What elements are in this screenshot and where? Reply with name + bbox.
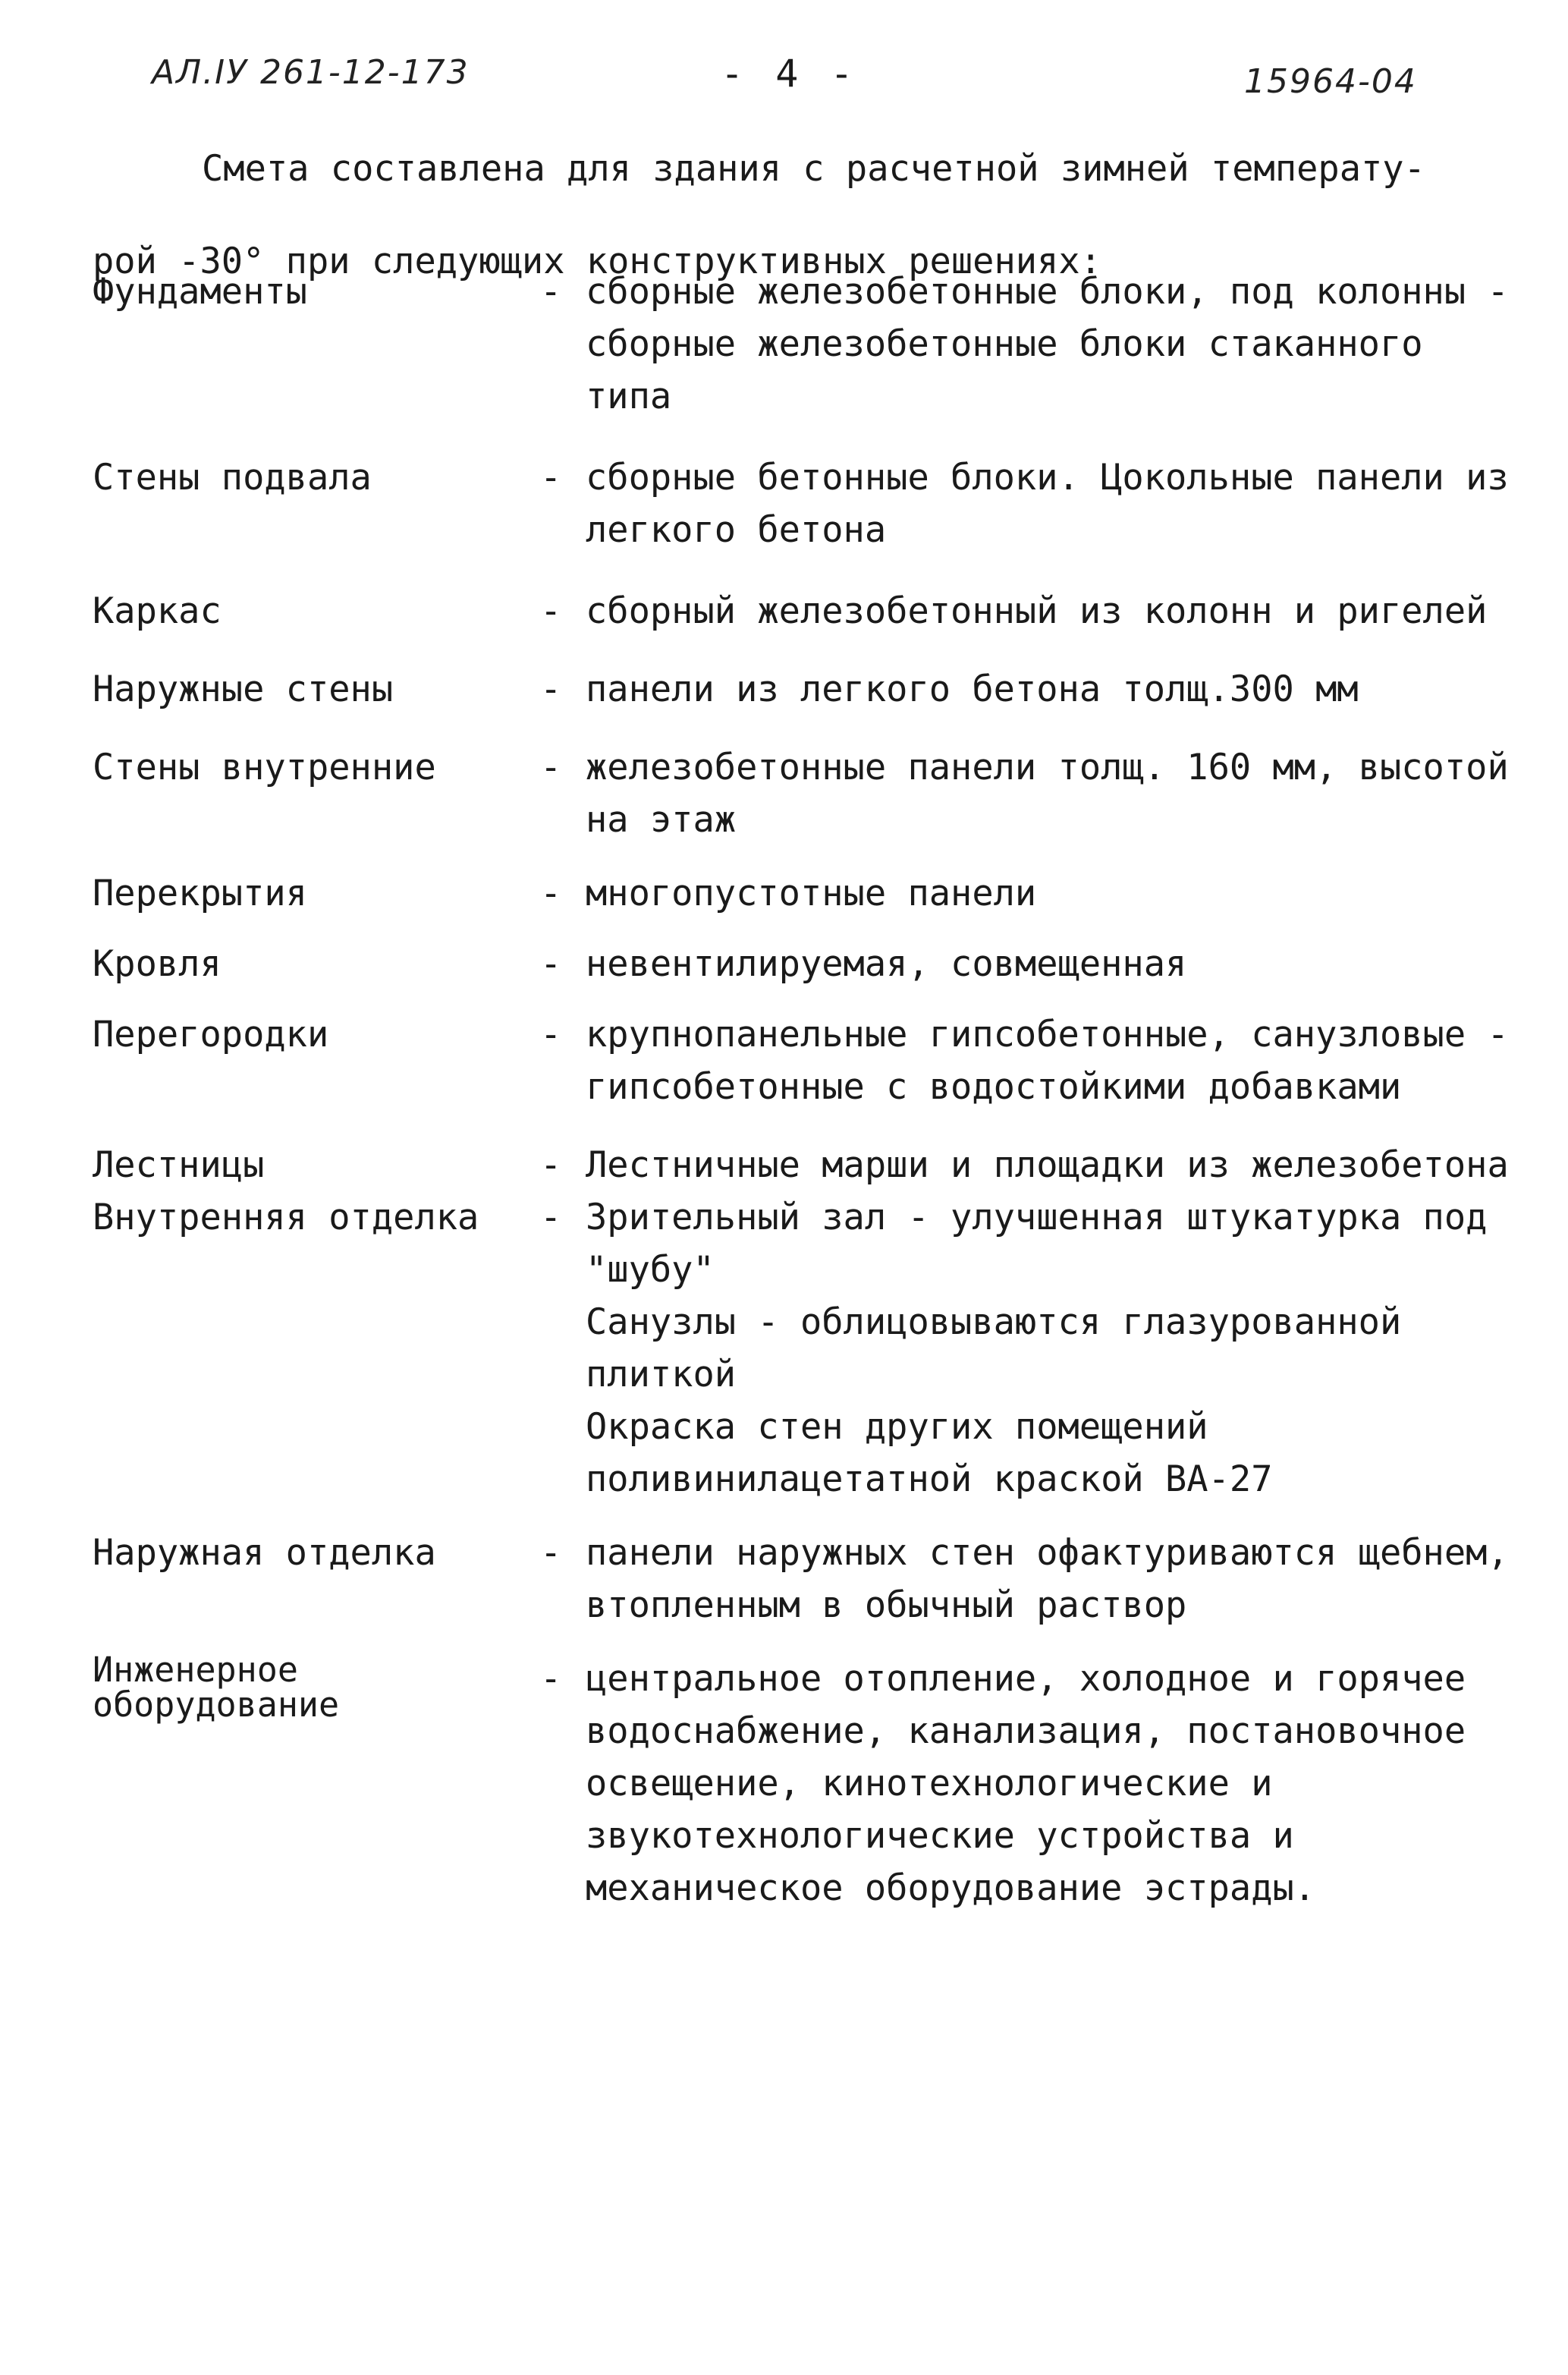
spec-dash: - — [540, 1197, 562, 1238]
spec-row-partitions — [93, 1008, 1519, 1113]
spec-value-part: Окраска стен других помещений поливинилацетатной краской ВА-27 — [586, 1406, 1273, 1500]
spec-label: Инженерное оборудование — [93, 1650, 340, 1725]
intro-line-1: Смета составлена для здания с расчетной зимней температу- — [202, 148, 1425, 190]
spec-dash: - — [540, 747, 562, 788]
spec-dash: - — [540, 457, 562, 499]
spec-row-foundations — [93, 266, 1519, 423]
spec-label: Внутренняя отделка — [93, 1197, 479, 1238]
spec-label: Лестницы — [93, 1144, 265, 1186]
spec-value: невентилируемая, совмещенная — [586, 943, 1187, 985]
spec-dash: - — [540, 943, 562, 985]
spec-dash: - — [540, 873, 562, 914]
construction-spec-list — [93, 266, 1519, 1914]
spec-row-interior-finish — [93, 1191, 1519, 1505]
spec-value: железобетонные панели толщ. 160 мм, высотой на этаж — [586, 747, 1509, 841]
spec-dash: - — [540, 271, 562, 313]
spec-value — [586, 1191, 1519, 1505]
spec-label: Перекрытия — [93, 873, 307, 914]
spec-row-stairs — [93, 1139, 1519, 1191]
intro-line-2: рой -30° при следующих конструктивных решениях: — [93, 241, 1101, 282]
spec-value: панели из легкого бетона толщ.300 мм — [586, 668, 1359, 710]
spec-value: сборный железобетонный из колонн и ригелей — [586, 590, 1488, 632]
spec-row-external-walls — [93, 663, 1519, 716]
spec-value: Лестничные марши и площадки из железобетона — [586, 1144, 1509, 1186]
spec-label: Стены подвала — [93, 457, 372, 499]
spec-label: Фундаменты — [93, 271, 307, 313]
spec-row-exterior-finish — [93, 1527, 1519, 1631]
spec-row-engineering-equipment — [93, 1650, 1519, 1914]
spec-dash: - — [540, 1144, 562, 1186]
spec-value: крупнопанельные гипсобетонные, санузловые - гипсобетонные с водостойкими добавками — [586, 1014, 1509, 1108]
spec-value: многопустотные панели — [586, 873, 1037, 914]
spec-row-frame — [93, 585, 1519, 637]
page-number: - 4 - — [721, 52, 858, 96]
spec-label: Перегородки — [93, 1014, 329, 1055]
spec-row-roof — [93, 938, 1519, 990]
spec-row-internal-walls — [93, 741, 1519, 846]
spec-value: сборные бетонные блоки. Цокольные панели из легкого бетона — [586, 457, 1509, 551]
spec-label: Наружная отделка — [93, 1532, 436, 1574]
document-code-left: АЛ.IУ 261-12-173 — [152, 53, 470, 92]
spec-row-basement-walls — [93, 451, 1519, 556]
spec-value-part: Зрительный зал - улучшенная штукатурка под "шубу" — [586, 1197, 1488, 1291]
spec-dash: - — [540, 1014, 562, 1055]
spec-value: центральное отопление, холодное и горячее водоснабжение, канализация, постановочное освещение, кинотехнологические и звукотехнологические устройства и механическое оборудование эстрады. — [586, 1658, 1466, 1909]
spec-value: панели наружных стен офактуриваются щебнем, втопленным в обычный раствор — [586, 1532, 1509, 1626]
spec-dash: - — [540, 590, 562, 632]
spec-dash: - — [540, 668, 562, 710]
spec-label: Каркас — [93, 590, 222, 632]
spec-value-part: Санузлы - облицовываются глазурованной плиткой — [586, 1301, 1402, 1395]
spec-dash: - — [540, 1658, 562, 1700]
document-code-right: 15964-04 — [1244, 62, 1417, 101]
spec-row-floors — [93, 867, 1519, 920]
spec-dash: - — [540, 1532, 562, 1574]
spec-label: Стены внутренние — [93, 747, 436, 788]
spec-value: сборные железобетонные блоки, под колонны - сборные железобетонные блоки стаканного типа — [586, 271, 1509, 417]
spec-label: Кровля — [93, 943, 222, 985]
spec-label: Наружные стены — [93, 668, 394, 710]
